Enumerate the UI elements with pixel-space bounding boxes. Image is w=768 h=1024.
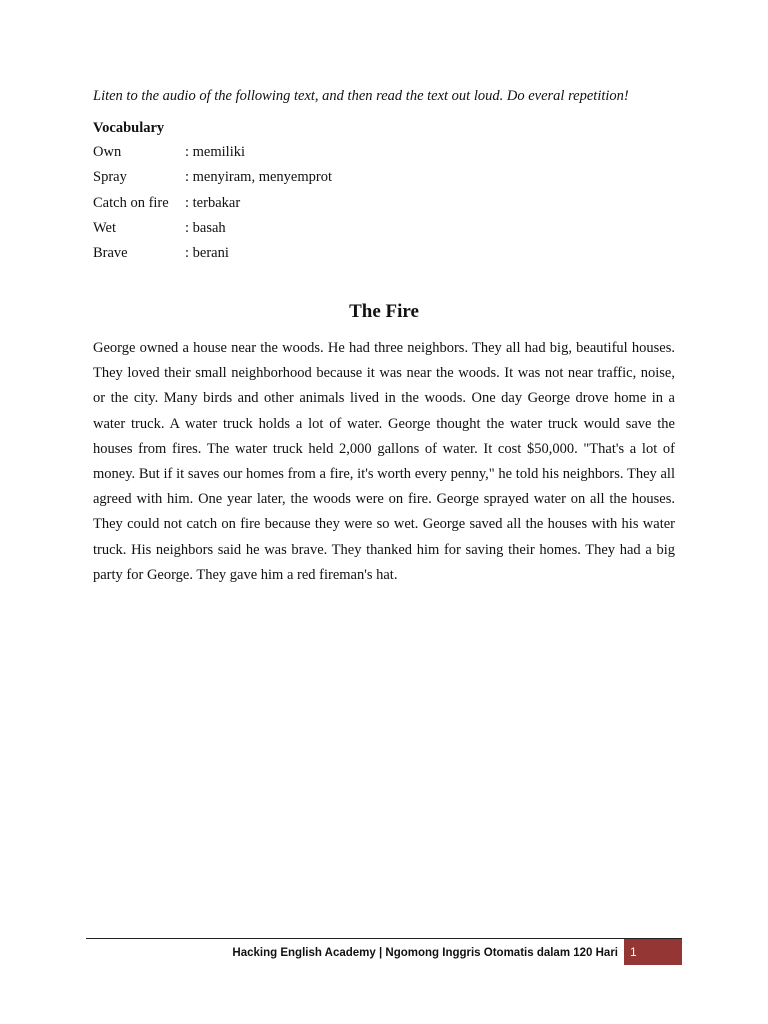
vocabulary-definition: : terbakar <box>185 194 241 211</box>
footer-divider <box>86 938 682 939</box>
story-title: The Fire <box>349 301 419 322</box>
footer-text: Hacking English Academy | Ngomong Inggris Otomatis dalam 120 Hari <box>232 947 618 959</box>
vocabulary-definition: : berani <box>185 245 229 262</box>
vocabulary-item <box>93 142 332 167</box>
vocabulary-term: Own <box>93 144 122 160</box>
vocabulary-definition: : memiliki <box>185 144 246 160</box>
vocabulary-item <box>93 167 332 192</box>
vocabulary-term: Catch on fire <box>93 194 169 211</box>
vocabulary-term: Wet <box>93 219 116 236</box>
instruction-text: Liten to the audio of the following text, and then read the text out loud. Do everal repetition! <box>93 88 629 104</box>
vocabulary-list <box>93 142 332 268</box>
story-body: George owned a house near the woods. He had three neighbors. They all had big, beautiful houses. They loved their small neighborhood because it was near the woods. It was not near traffic, noise, or the city. Many birds and other animals lived in the woods. One day George drove home in a water truck. A water truck holds a lot of water. George thought the water truck would save the houses from fires. The water truck held 2,000 gallons of water. It cost $50,000. "That's a lot of money. But if it saves our homes from a fire, it's worth every penny," he told his neighbors. They all agreed with him. One year later, the woods were on fire. George sprayed water on all the houses. They could not catch on fire because they were so wet. George saved all the houses with his water truck. His neighbors said he was brave. They thanked him for saving their homes. They had a big party for George. They gave him a red fireman's hat. <box>93 340 675 583</box>
vocabulary-term: Brave <box>93 245 128 262</box>
vocabulary-item <box>93 218 332 243</box>
vocabulary-definition: : menyiram, menyemprot <box>185 169 332 186</box>
vocabulary-heading: Vocabulary <box>93 120 165 136</box>
vocabulary-definition: : basah <box>185 219 226 236</box>
vocabulary-item <box>93 243 332 268</box>
page-number-badge: 1 <box>624 939 682 965</box>
vocabulary-term: Spray <box>93 169 127 186</box>
vocabulary-item <box>93 193 332 218</box>
